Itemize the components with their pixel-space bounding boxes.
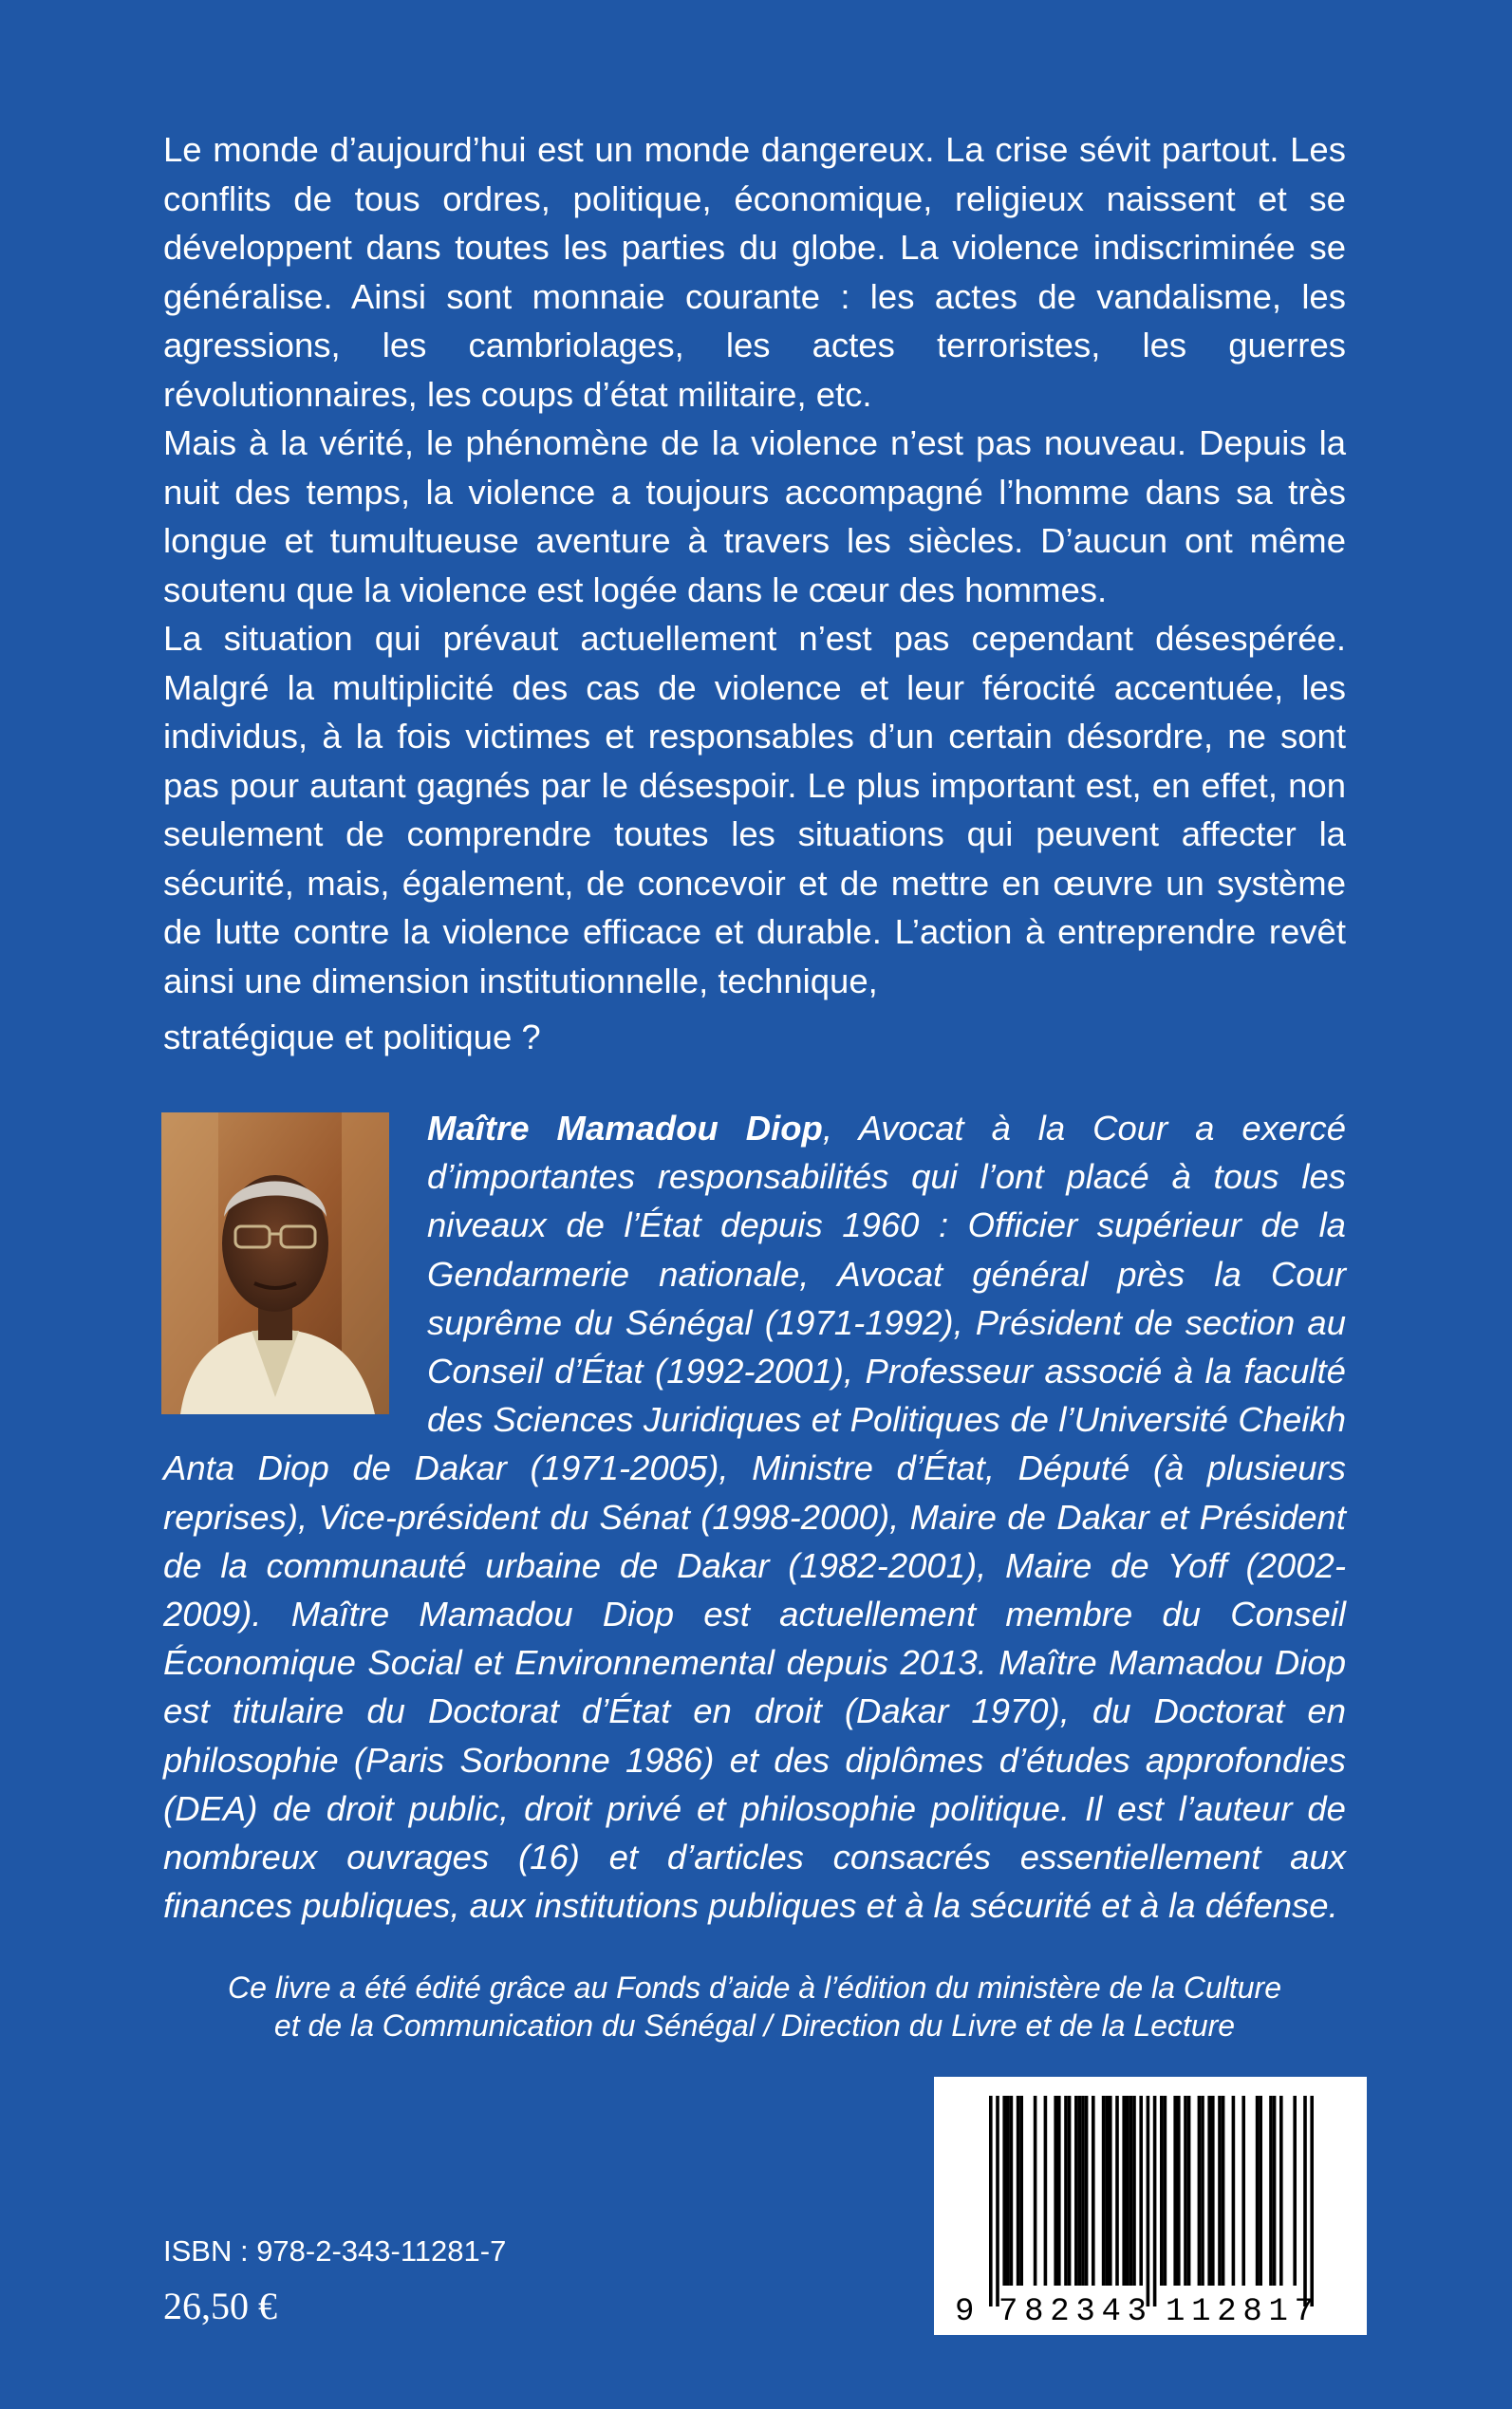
barcode-bar (1122, 2096, 1126, 2286)
author-biography (163, 1104, 1346, 1930)
funding-notice (163, 1969, 1346, 2045)
barcode-bar (1064, 2096, 1068, 2286)
barcode-bar (1006, 2096, 1010, 2286)
barcode-bar (1115, 2096, 1119, 2286)
barcode-bar (1081, 2096, 1085, 2286)
barcode-bar (1102, 2096, 1106, 2286)
barcode-bar (1201, 2096, 1204, 2286)
barcode-bar (989, 2096, 993, 2306)
barcode-bar (1153, 2096, 1157, 2306)
back-cover-summary (163, 125, 1346, 1062)
barcode-digits-group2: 112817 (1166, 2294, 1314, 2330)
barcode-graphic (934, 2077, 1367, 2335)
barcode (934, 2077, 1367, 2335)
barcode-bar (1126, 2096, 1129, 2286)
barcode-bar (1068, 2096, 1072, 2286)
summary-paragraph: Le monde d’aujourd’hui est un monde dangereux. La crise sévit partout. Les conflits de tous ordres, politique, économique, religieux naissent et se développent dans toutes les parties du globe. La violence indiscriminée se généralise. Ainsi sont monnaie courante : les actes de vandalisme, les agressions, les cambriolages, les actes terroristes, les guerres révolutionnaires, les coups d’état militaire, etc. (163, 130, 1346, 414)
barcode-bar (1078, 2096, 1082, 2286)
funding-line: Ce livre a été édité grâce au Fonds d’aide à l’édition du ministère de la Culture (228, 1970, 1281, 2005)
barcode-bar (1211, 2096, 1215, 2286)
barcode-bar (1044, 2096, 1048, 2286)
barcode-bar (1269, 2096, 1273, 2286)
barcode-bar (1198, 2096, 1202, 2286)
barcode-bar (1241, 2096, 1245, 2286)
barcode-bar (1160, 2096, 1164, 2286)
barcode-bar (1054, 2096, 1057, 2286)
barcode-bar (1105, 2096, 1109, 2286)
barcode-digit-first: 9 (955, 2294, 975, 2330)
barcode-bar (1256, 2096, 1260, 2286)
author-bio-text: , Avocat à la Cour a exercé d’importantes responsabilités qui l’ont placé à tous les niveaux de l’État depuis 1960 : Officier supérieur de la Gendarmerie nationale, Avocat général près la Cour suprême du Sénégal (1971-1992), Président de section au Conseil d’État (1992-2001), Professeur associé à la faculté des Sciences Juridiques et Politiques de l’Université Cheikh Anta Diop de Dakar (1971-2005), Ministre d’État, Député (à plusieurs reprises), Vice-président du Sénat (1998-2000), Maire de Dakar et Président de la communauté urbaine de Dakar (1982-2001), Maire de Yoff (2002-2009). Maître Mamadou Diop est actuellement membre du Conseil Économique Social et Environnemental depuis 2013. Maître Mamadou Diop est titulaire du Doctorat d’État en droit (Dakar 1970), du Doctorat en philosophie (Paris Sorbonne 1986) et des diplômes d’études approfondies (DEA) de droit public, droit privé et philosophie politique. Il est l’auteur de nombreux ouvrages (16) et d’articles consacrés essentiellement aux finances publiques, aux institutions publiques et à la sécurité et à la défense. (163, 1109, 1346, 1926)
barcode-bar (1074, 2096, 1078, 2286)
barcode-bar (1222, 2096, 1225, 2286)
barcode-bar (1164, 2096, 1167, 2286)
barcode-bar (1057, 2096, 1061, 2286)
barcode-bar (1129, 2096, 1133, 2286)
funding-line: et de la Communication du Sénégal / Direction du Livre et de la Lecture (273, 2008, 1236, 2043)
barcode-bar (1259, 2096, 1262, 2286)
barcode-digits-group1: 782343 (999, 2294, 1147, 2330)
barcode-bar (1019, 2096, 1023, 2286)
summary-paragraph: Mais à la vérité, le phénomène de la violence n’est pas nouveau. Depuis la nuit des temps, la violence a toujours accompagné l’homme dans sa très longue et tumultueuse aventure à travers les siècles. D’aucun ont même soutenu que la violence est logée dans le cœur des hommes. (163, 423, 1346, 609)
barcode-bar (1177, 2096, 1181, 2286)
barcode-bar (1034, 2096, 1037, 2286)
barcode-bar (1232, 2096, 1236, 2286)
barcode-bar (1147, 2096, 1150, 2306)
summary-paragraph: stratégique et politique ? (163, 1018, 541, 1056)
barcode-bar (1293, 2096, 1297, 2286)
barcode-bar (1010, 2096, 1014, 2286)
barcode-bar (1303, 2096, 1307, 2306)
summary-paragraph: La situation qui prévaut actuellement n’est pas cependant désespérée. Malgré la multiplicité des cas de violence et leur férocité accentuée, les individus, à la fois victimes et responsables d’un certain désordre, ne sont pas pour autant gagnés par le désespoir. Le plus important est, en effet, non seulement de comprendre toutes les situations qui peuvent affecter la sécurité, mais, également, de concevoir et de mettre en œuvre un système de lutte contre la violence efficace et durable. L’action à entreprendre revêt ainsi une dimension institutionnelle, technique, (163, 619, 1346, 1000)
barcode-bar (1310, 2096, 1314, 2306)
barcode-bar (1184, 2096, 1187, 2286)
barcode-bar (1207, 2096, 1211, 2286)
barcode-bar (1218, 2096, 1222, 2286)
barcode-bar (1017, 2096, 1020, 2286)
isbn: ISBN : 978-2-343-11281-7 (163, 2234, 507, 2268)
barcode-bar (1139, 2096, 1143, 2286)
barcode-bar (996, 2096, 999, 2306)
barcode-bar (1187, 2096, 1191, 2286)
photo-wrap-spacer (163, 1104, 427, 1430)
barcode-bar (1173, 2096, 1177, 2286)
barcode-bar (1279, 2096, 1283, 2286)
price: 26,50 € (163, 2285, 277, 2327)
author-name: Maître Mamadou Diop (427, 1109, 823, 1148)
barcode-bar (1109, 2096, 1112, 2286)
barcode-bar (1092, 2096, 1095, 2286)
barcode-bar (1132, 2096, 1136, 2286)
barcode-bar (1002, 2096, 1006, 2286)
barcode-bar (1273, 2096, 1277, 2286)
barcode-bar (1085, 2096, 1089, 2286)
